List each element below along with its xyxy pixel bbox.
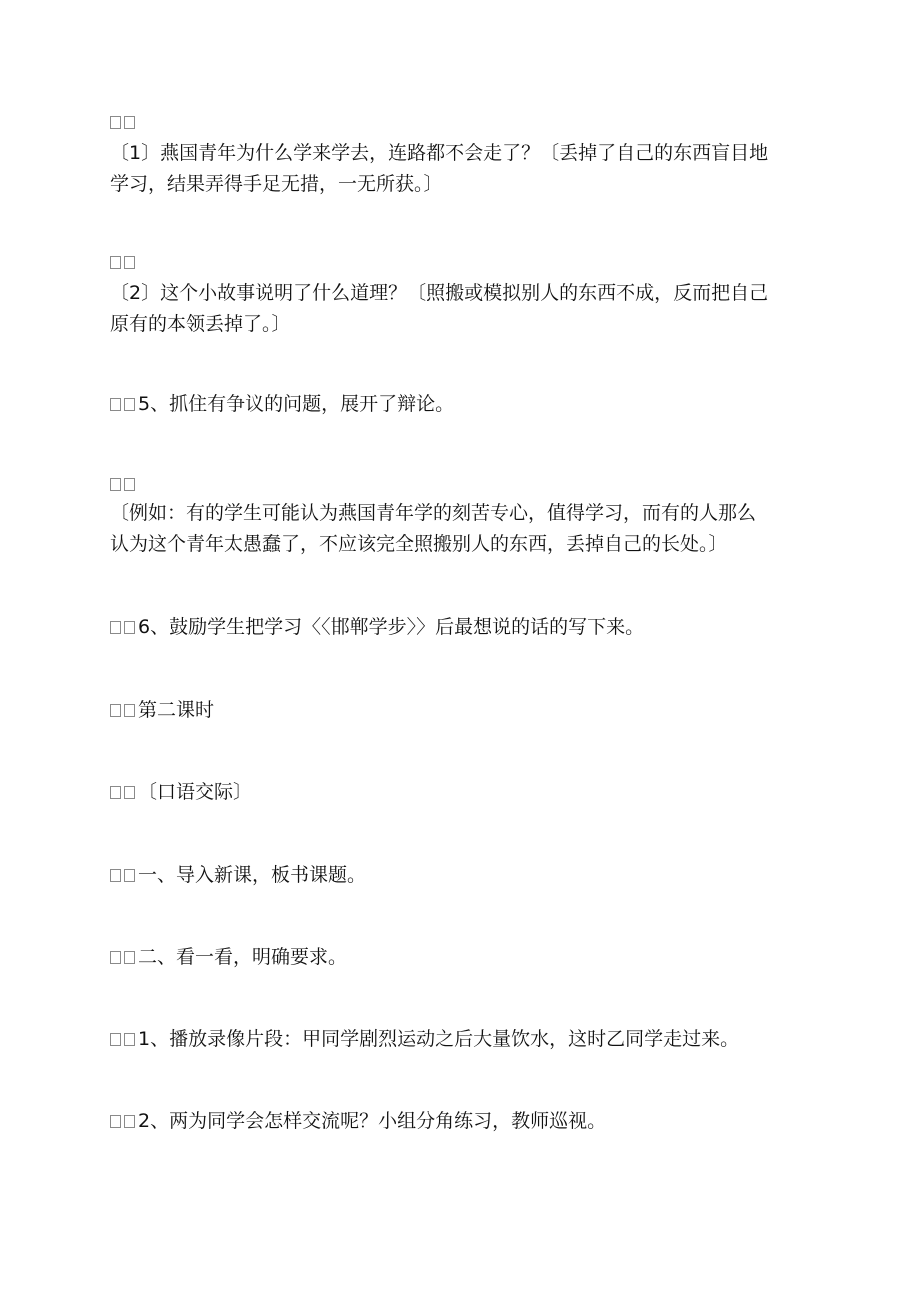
placeholder-glyphs	[110, 470, 810, 498]
oral-communication-text: 〔口语交际〕	[138, 781, 253, 803]
step-2-text: 二、看一看，明确要求。	[138, 946, 348, 968]
missing-glyph-icon	[110, 470, 138, 498]
second-lesson-heading	[110, 696, 810, 724]
sub-item-2-text: 2、两为同学会怎样交流呢？小组分角练习，教师巡视。	[138, 1110, 607, 1132]
example-line-2: 认为这个青年太愚蠢了，不应该完全照搬别人的东西，丢掉自己的长处。〕	[110, 533, 728, 555]
placeholder-glyphs	[110, 108, 810, 136]
missing-glyph-icon	[110, 696, 138, 724]
missing-glyph-icon	[110, 108, 138, 136]
missing-glyph-icon	[110, 943, 138, 971]
item-6	[110, 613, 810, 641]
sub-item-1	[110, 1025, 810, 1053]
item-5	[110, 390, 810, 418]
missing-glyph-icon	[110, 248, 138, 276]
step-1-text: 一、导入新课，板书课题。	[138, 864, 367, 886]
step-1	[110, 861, 810, 889]
missing-glyph-icon	[110, 778, 138, 806]
question-2-line-1: 〔2〕这个小故事说明了什么道理？〔照搬或模拟别人的东西不成，反而把自己	[110, 282, 769, 304]
missing-glyph-icon	[110, 1025, 138, 1053]
item-5-text: 5、抓住有争议的问题，展开了辩论。	[138, 393, 455, 415]
second-lesson-text: 第二课时	[138, 699, 215, 721]
missing-glyph-icon	[110, 1107, 138, 1135]
missing-glyph-icon	[110, 861, 138, 889]
placeholder-glyphs	[110, 248, 810, 276]
question-1-line-2: 学习，结果弄得手足无措，一无所获。〕	[110, 173, 443, 195]
missing-glyph-icon	[110, 613, 138, 641]
question-1-line-1: 〔1〕燕国青年为什么学来学去，连路都不会走了？〔丢掉了自己的东西盲目地	[110, 142, 769, 164]
question-2-line-2: 原有的本领丢掉了。〕	[110, 313, 291, 335]
sub-item-1-text: 1、播放录像片段：甲同学剧烈运动之后大量饮水，这时乙同学走过来。	[138, 1028, 740, 1050]
missing-glyph-icon	[110, 390, 138, 418]
sub-item-2	[110, 1107, 810, 1135]
item-6-text: 6、鼓励学生把学习〈〈邯郸学步〉〉后最想说的话的写下来。	[138, 616, 645, 638]
example-line-1: 〔例如：有的学生可能认为燕国青年学的刻苦专心，值得学习，而有的人那么	[110, 502, 757, 524]
oral-communication-heading	[110, 778, 810, 806]
step-2	[110, 943, 810, 971]
